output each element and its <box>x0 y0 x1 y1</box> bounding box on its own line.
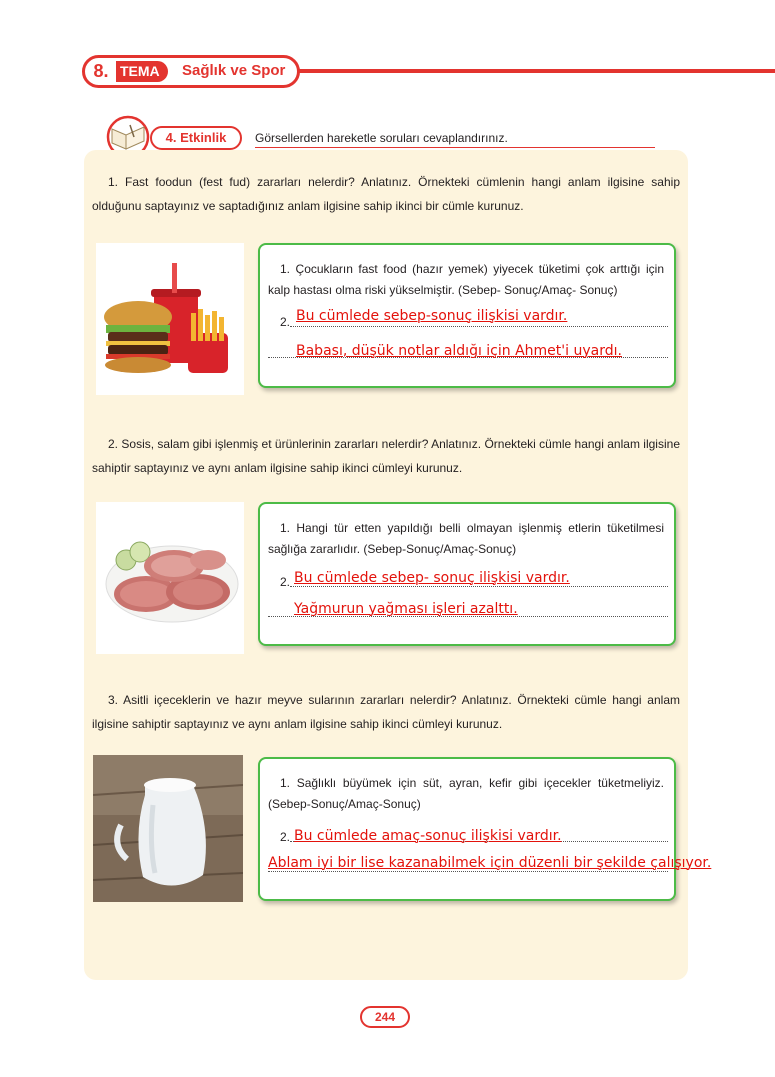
handwritten-answer-2: Babası, düşük notlar aldığı için Ahmet'i uyardı. <box>296 343 622 359</box>
activity-label: 4. Etkinlik <box>150 126 242 150</box>
example-card-3 <box>258 757 712 901</box>
example-sentence: 1. Hangi tür etten yapıldığı belli olmayan işlenmiş etlerin tüketilmesi sağlığa zararlıdır. (Sebep-Sonuç/Amaç-Sonuç) <box>268 521 664 556</box>
answer-number: 2. <box>280 315 291 329</box>
question-number: 2. <box>108 437 119 451</box>
question-number: 1. <box>108 175 119 189</box>
question-text: Fast foodun (fest fud) zararları nelerdir? Anlatınız. Örnekteki cümlenin hangi anlam ilgisine sahip olduğunu saptayınız ve saptadığınız anlam ilgisine sahip ikinci bir cümle kurunuz. <box>92 175 680 213</box>
unit-number: 8. <box>93 61 109 81</box>
answer-number: 2. <box>280 830 291 844</box>
handwritten-answer-2: Yağmurun yağması işleri azalttı. <box>294 601 518 617</box>
handwritten-answer-1: Bu cümlede sebep- sonuç ilişkisi vardır. <box>294 570 570 586</box>
question-1 <box>92 170 680 218</box>
question-3 <box>92 688 680 736</box>
handwritten-answer-1: Bu cümlede sebep-sonuç ilişkisi vardır. <box>296 308 568 324</box>
answer-line-1 <box>290 326 668 327</box>
ayran-jug-image <box>93 755 243 902</box>
unit-title: Sağlık ve Spor <box>182 62 286 79</box>
handwritten-answer-1: Bu cümlede amaç-sonuç ilişkisi vardır. <box>294 828 562 844</box>
question-2 <box>92 432 680 480</box>
unit-label: TEMA <box>116 61 168 82</box>
question-text: Sosis, salam gibi işlenmiş et ürünlerinin zararları nelerdir? Anlatınız. Örnekteki cümle hangi anlam ilgisine sahiptir saptayınız ve aynı anlam ilgisine sahip ikinci cümleyi kurunuz. <box>92 437 680 475</box>
example-card-2 <box>258 502 676 646</box>
question-text: Asitli içeceklerin ve hazır meyve sularının zararları nelerdir? Anlatınız. Örnekteki cümle hangi anlam ilgisine sahiptir saptayınız ve aynı anlam ilgisine sahip ikinci cümleyi kurunuz. <box>92 693 680 731</box>
activity-instruction: Görsellerden hareketle soruları cevaplandırınız. <box>255 131 508 145</box>
hamburger-fries-drink-image <box>96 243 244 395</box>
example-sentence: 1. Sağlıklı büyümek için süt, ayran, kefir gibi içecekler tüketmeliyiz. (Sebep-Sonuç/Amaç-Sonuç) <box>268 776 664 811</box>
header-rule <box>240 69 775 73</box>
activity-rule <box>255 147 655 148</box>
question-number: 3. <box>108 693 119 707</box>
sliced-salami-plate-image <box>96 502 244 654</box>
example-card-1 <box>258 243 676 388</box>
page-number: 244 <box>360 1006 410 1028</box>
example-sentence: 1. Çocukların fast food (hazır yemek) yiyecek tüketimi çok arttığı için kalp hastası olma riski yükselmiştir. (Sebep- Sonuç/Amaç- Sonuç) <box>268 262 664 297</box>
handwritten-answer-2: Ablam iyi bir lise kazanabilmek için düzenli bir şekilde çalışıyor. <box>268 855 712 871</box>
answer-number: 2. <box>280 575 291 589</box>
